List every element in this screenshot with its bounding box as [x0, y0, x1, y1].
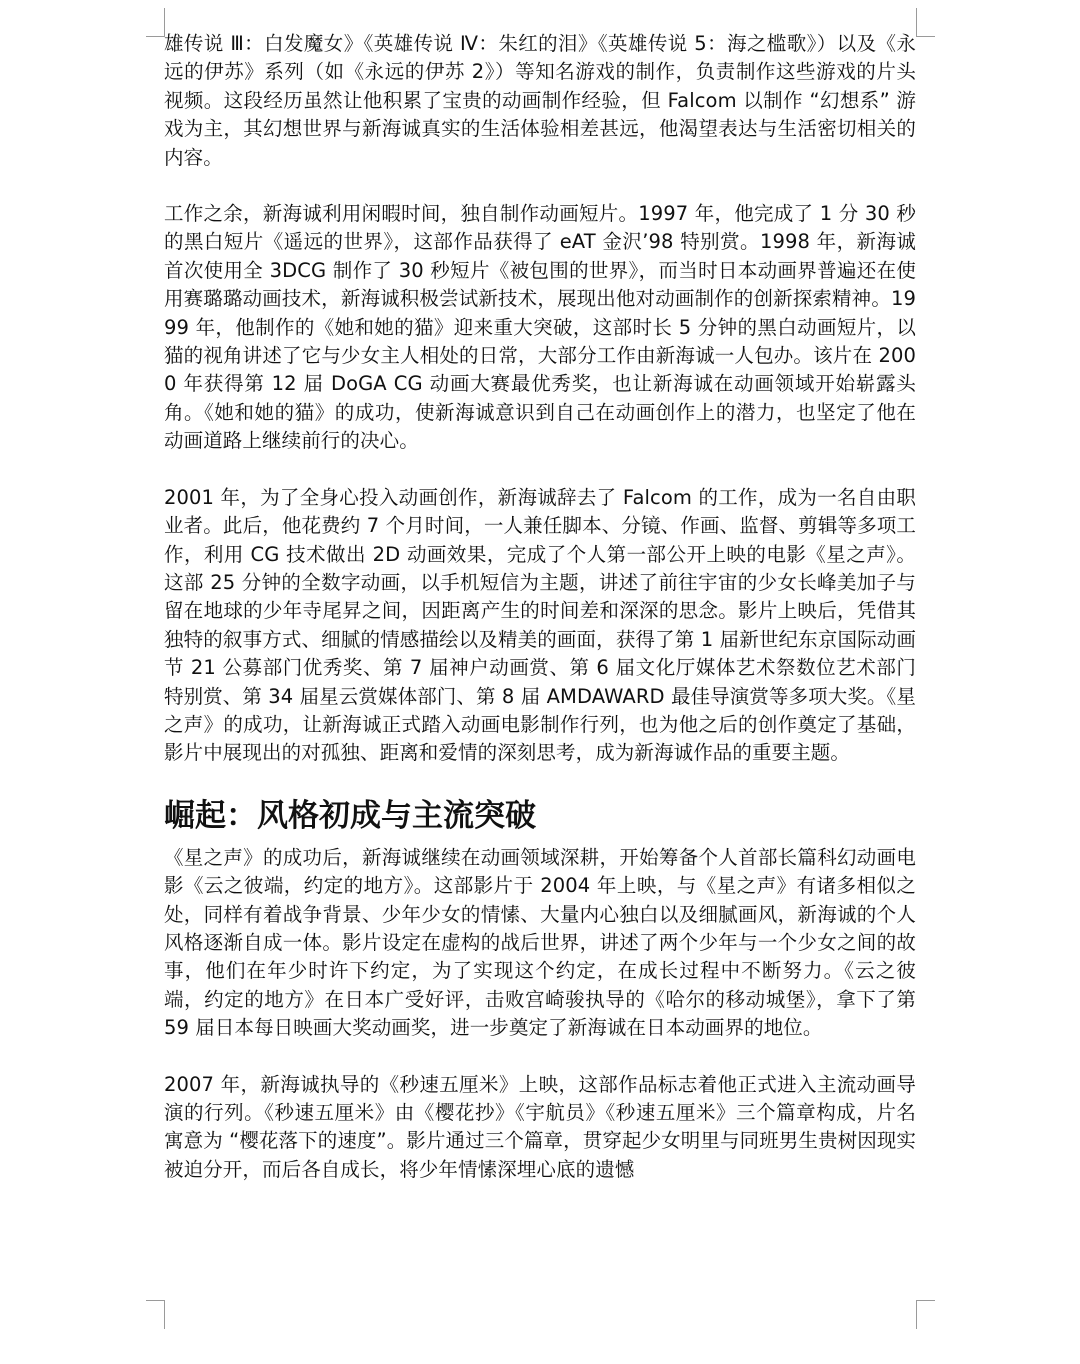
crop-mark-bottom-right [916, 1300, 935, 1329]
crop-mark-top-left [146, 8, 165, 37]
paragraph-voices-of-a-distant-star: 2001 年，为了全身心投入动画创作，新海诚辞去了 Falcom 的工作，成为一名自由职业者。此后，他花费约 7 个月时间，一人兼任脚本、分镜、作画、监督、剪辑等多项工作，利用 CG 技术做出 2D 动画效果，完成了个人第一部公开上映的电影《星之声》。这部 25 分钟的全数字动画，以手机短信为主题，讲述了前往宇宙的少女长峰美加子与留在地球的少年寺尾昇之间，因距离产生的时间差和深深的思念。影片上映后，凭借其独特的叙事方式、细腻的情感描绘以及精美的画面，获得了第 1 届新世纪东京国际动画节 21 公募部门优秀奖、第 7 届神户动画赏、第 6 届文化厅媒体艺术祭数位艺术部门特别赏、第 34 届星云赏媒体部门、第 8 届 AMDAWARD 最佳导演赏等多项大奖。《星之声》的成功，让新海诚正式踏入动画电影制作行列，也为他之后的创作奠定了基础，影片中展现出的对孤独、距离和爱情的深刻思考，成为新海诚作品的重要主题。 [164, 485, 916, 765]
crop-mark-top-right [916, 8, 935, 37]
section-heading: 崛起：风格初成与主流突破 [164, 797, 536, 834]
crop-mark-bottom-left [146, 1300, 165, 1329]
paragraph-5-centimeters: 2007 年，新海诚执导的《秒速五厘米》上映，这部作品标志着他正式进入主流动画导演的行列。《秒速五厘米》由《樱花抄》《宇航员》《秒速五厘米》三个篇章构成，片名寓意为 “樱花落下的速度”。影片通过三个篇章，贯穿起少女明里与同班男生贵树因现实被迫分开，而后各自成长，将少年情愫深埋心底的遗憾 [164, 1072, 916, 1181]
paragraph-early-shorts: 工作之余，新海诚利用闲暇时间，独自制作动画短片。1997 年，他完成了 1 分 30 秒的黑白短片《遥远的世界》，这部作品获得了 eAT 金沢’98 特别赏。1998 年，新海诚首次使用全 3DCG 制作了 30 秒短片《被包围的世界》，而当时日本动画界普遍还在使用赛璐璐动画技术，新海诚积极尝试新技术，展现出他对动画制作的创新探索精神。1999 年，他制作的《她和她的猫》迎来重大突破，这部时长 5 分钟的黑白动画短片，以猫的视角讲述了它与少女主人相处的日常，大部分工作由新海诚一人包办。该片在 2000 年获得第 12 届 DoGA CG 动画大赛最优秀奖，也让新海诚在动画领域开始崭露头角。《她和她的猫》的成功，使新海诚意识到自己在动画创作上的潜力，也坚定了他在动画道路上继续前行的决心。 [164, 202, 916, 453]
document-body [164, 30, 916, 1184]
paragraph-place-promised: 《星之声》的成功后，新海诚继续在动画领域深耕，开始筹备个人首部长篇科幻动画电影《云之彼端，约定的地方》。这部影片于 2004 年上映，与《星之声》有诸多相似之处，同样有着战争背景、少年少女的情愫、大量内心独白以及细腻画风，新海诚的个人风格逐渐自成一体。影片设定在虚构的战后世界，讲述了两个少年与一个少女之间的故事，他们在年少时许下约定，为了实现这个约定，在成长过程中不断努力。《云之彼端，约定的地方》在日本广受好评，击败宫崎骏执导的《哈尔的移动城堡》，拿下了第 59 届日本每日映画大奖动画奖，进一步奠定了新海诚在日本动画界的地位。 [164, 845, 916, 1040]
paragraph-falcom-career: 雄传说 Ⅲ：白发魔女》《英雄传说 Ⅳ：朱红的泪》《英雄传说 5：海之槛歌》）以及《永远的伊苏》系列（如《永远的伊苏 2》）等知名游戏的制作，负责制作这些游戏的片头视频。这段经历虽然让他积累了宝贵的动画制作经验，但 Falcom 以制作 “幻想系” 游戏为主，其幻想世界与新海诚真实的生活体验相差甚远，他渴望表达与生活密切相关的内容。 [164, 32, 916, 169]
